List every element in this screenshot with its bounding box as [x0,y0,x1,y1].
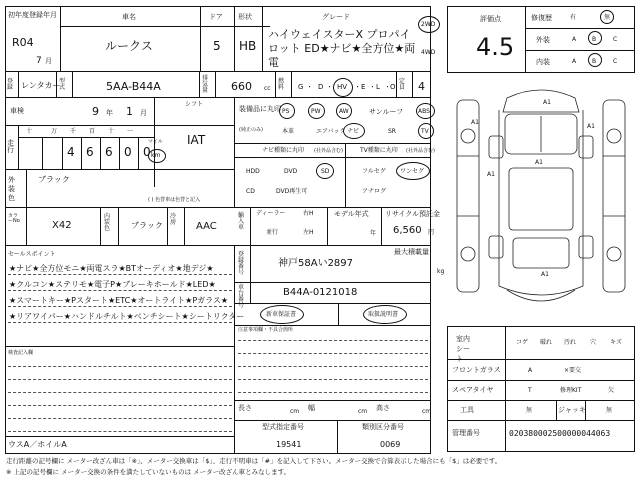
insp-year: 9 [92,105,99,118]
mileage-head-5: 一 [127,128,134,135]
seat-opt: 汚れ [564,339,577,346]
int-color: ブラック [131,221,163,230]
int-b: B [592,58,597,65]
record-label: 取扱説明書 [368,311,399,318]
score: 4.5 [476,33,515,61]
class-label: 類別区分番号 [362,423,404,431]
ext-a: A [572,36,577,43]
diagram-mark: A1 [543,99,551,106]
mileage-head-1: 万 [51,128,58,135]
type-cert: 19541 [276,440,302,449]
cap-label: 定員 [399,78,406,91]
width-cm: cm [358,408,368,415]
sales-label: セールスポイント [8,251,56,258]
ext-label: 外装色 [8,176,15,202]
tools-none: 無 [526,407,533,414]
score-label: 評価点 [480,15,501,23]
equip-ps: PS [282,108,290,115]
fuel-sep: ・ [326,83,333,91]
fuel-label: 燃料 [278,78,285,91]
fuel-d: D [318,83,324,91]
parallel: 並行 [266,229,279,236]
mgmt-label: 管理番号 [452,429,480,437]
sales-point-2: ★クルコン★ステリモ★電子P★ブレーキホールド★LED★ [9,280,216,289]
doors-label: ドア [209,13,223,21]
mileage-digit-1: 4 [67,145,75,159]
height-cm: cm [422,408,432,415]
int-a: A [572,58,577,65]
yen: 円 [428,229,435,236]
model-label: 型式 [59,78,66,91]
ext-color: ブラック [38,175,70,184]
nav-sub: (社外品含む) [314,148,343,154]
chassis: B44A-0121018 [283,287,358,298]
sales-point-3: ★スマートキー★Pスタート★ETC★オートライト★Pガラス★ [9,296,229,305]
right-hand: 右H [303,210,314,217]
seat-opt: キズ [610,339,622,346]
fuel-g: G [298,83,304,91]
diagram-mark: A1 [541,271,549,278]
nav-dvd: DVD [284,168,298,175]
type-cert-label: 型式指定番号 [262,423,304,431]
first-reg-label: 初年度登録年月 [8,11,57,19]
year-unit: 年 [106,109,113,117]
car-name: ルークス [105,39,153,53]
equip-label: 装備品に丸印 [239,105,281,113]
int-c: C [613,58,618,65]
mileage-digit-4: 0 [124,145,132,159]
car-name-label: 車名 [122,13,136,21]
jack-label: ジャッキ [558,406,586,414]
tools-label: 工具 [460,406,474,414]
manual-label: 新車保証書 [266,311,297,318]
width-label: 幅 [308,404,315,412]
nav-hdd: HDD [246,168,260,175]
first-reg-month: 7 [36,56,42,66]
ext-c: C [613,36,618,43]
shape: HB [239,39,257,53]
fuel-sep: ・ [384,83,391,91]
drive-4wd: 4WD [421,49,436,56]
fuel-sep: ・ [354,83,361,91]
seat-opt: コゲ [516,339,529,346]
tv-label: TV種類に丸印 [360,147,398,154]
recycle: 6,560 [393,225,422,236]
sales-point-1: ★ナビ★全方位モニ★両電スラ★BTオーディオ★地デジ★ [9,264,214,273]
exterior-label: 外装 [536,36,550,44]
model-year-unit: 年 [370,230,377,237]
reg-label: 登録 [7,78,14,91]
doors: 5 [213,39,221,53]
reg-value: レンタカー [21,81,61,90]
diagram-mark: A1 [471,119,479,126]
interior-label: 内装 [536,58,550,66]
equip-sunroof: サンルーフ [369,108,404,116]
equip-pw: PW [311,108,321,115]
equip-abs: ABS [418,108,430,115]
repair-label: 修復歴 [531,14,552,22]
recycle-label: リサイクル預託金 [385,210,441,218]
glass-a: A [528,367,533,374]
equip-aw: AW [339,108,349,115]
equip-airbag: エアバック [316,128,346,135]
color-change: ( ) 色替車は色替と記入 [148,197,201,203]
mileage-digit-5: 0 [143,145,151,159]
cc: cc [264,85,271,92]
shape-label: 形状 [238,13,252,21]
mileage-head-0: 十 [26,128,33,135]
footer-line-2: ※ 上記の記号欄に メーター交換の条件を満たしていないものは メーター改ざん車とみなします。 [6,468,291,476]
glass-replace: ×要交 [564,367,582,374]
equip-sub: (純正のみ) [239,127,263,133]
left-hand: 左H [303,229,314,236]
length-cm: cm [290,408,300,415]
model-year-label: モデル年式 [334,210,369,218]
fuel-sep: ・ [306,83,313,91]
mgmt-no: 020380002500000044063 [509,429,611,438]
ac-label: 冷房 [170,213,177,226]
disp-label: 排気量 [202,75,209,94]
mileage-head-3: 百 [89,128,96,135]
km-label: km [151,152,161,159]
fuel-l: L [376,83,380,91]
chassis-label: 車台番号 [238,284,245,309]
length-label: 長さ [238,404,252,412]
seat-opt: 穴 [590,339,597,346]
fuel-o: O [390,83,396,91]
shift-label: シフト [185,101,204,108]
spare-t: T [528,387,532,394]
repair-no: 無 [604,14,611,21]
grade-label: グレード [322,13,350,21]
shift: IAT [187,133,206,147]
footer-line-1: 走行距離の記号欄に メーター改ざん車は「※」、メーター交換車は「$」、走行不明車は「#」を記入して下さい。メーター交換で合算表示した場合にも「$」は必要です。 [6,457,502,465]
tv-fullseg: フルセグ [362,168,386,175]
inspection-label: 車検 [10,107,24,115]
ac: AAC [196,221,217,232]
tv-analog: アナログ [362,188,387,195]
color-no: X42 [52,220,72,231]
repair-yes: 有 [570,14,577,21]
inspect-notes-label: 検査記入欄 [8,350,34,356]
seat-label: 室内シート [456,335,470,363]
import-label: 輸入車 [238,212,245,231]
tv-oneseg: ワンセグ [400,168,425,175]
glass-label: フロントガラス [452,366,501,374]
mileage-head-4: 十 [108,128,115,135]
notice-label: 注意事項欄・不具合箇所 [238,327,294,333]
ext-b: B [592,36,597,43]
first-reg-year: R04 [12,36,34,49]
tv-sub: (社外品含む) [406,148,435,154]
mileage-digit-3: 6 [105,145,113,159]
spare-kit: 修理KIT [560,387,582,394]
dealer: ディーラー [256,210,286,217]
nav-cd: CD [246,188,255,195]
model: 5AA-B44A [106,80,161,93]
drive-2wd: 2WD [421,21,436,28]
equip-navi: ナビ [347,128,360,135]
nav-dvd-play: DVD再生可 [276,188,308,195]
kg: kg [437,268,445,275]
capacity: 4 [418,80,425,93]
diagram-mark: A1 [487,171,495,178]
equip-leather: 本革 [282,128,295,135]
seat-opt: 破れ [540,339,553,346]
accessory-text: ウスA／ホイルA [8,440,67,449]
nav-sd: SD [321,168,330,175]
grade: ハイウェイスターX プロパイロット ED★ナビ★全方位★両電 [268,28,416,69]
fuel-sep: ・ [369,83,376,91]
mile-label: マイル [148,139,163,145]
mileage-label: 走行 [7,139,14,154]
sales-point-4: ★リアワイパー★ハンドルチルト★ベンチシート★シートリクター [9,312,245,321]
color-no-label: カラーNo [8,213,20,224]
diagram-mark: A1 [587,123,595,130]
plate-label: 登録番号 [238,251,245,276]
equip-tv: TV [421,128,429,135]
displacement: 660 [231,80,252,93]
height-label: 高さ [376,404,390,412]
fuel-e: E [361,83,366,91]
int-label: 内装色 [104,213,111,232]
max-load-label: 最大積載量 [394,248,429,256]
insp-month: 1 [126,105,133,118]
mileage-head-2: 千 [70,128,77,135]
equip-sr: SR [388,128,396,135]
spare-none: 欠 [608,387,615,394]
jack-none: 無 [606,407,613,414]
spare-label: スペアタイヤ [452,386,494,394]
nav-label: ナビ種類に丸印 [262,147,305,154]
car-diagram [447,76,635,324]
plate: 神戸58Aい2897 [278,258,354,269]
month-unit: 月 [45,57,52,65]
mileage-digit-2: 6 [86,145,94,159]
diagram-mark: A1 [535,159,543,166]
fuel-hv: HV [337,83,348,91]
class-no: 0069 [380,440,401,449]
month-unit: 月 [140,109,147,117]
